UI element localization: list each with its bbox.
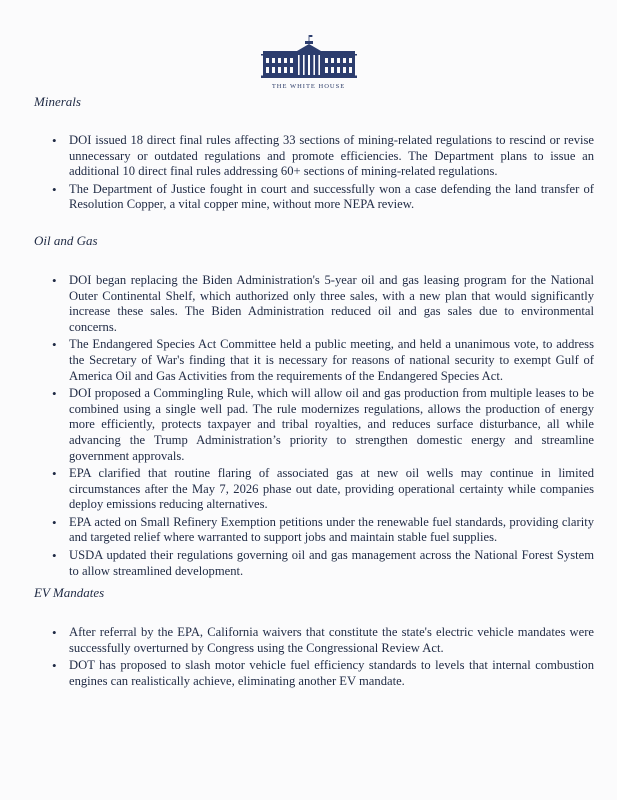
section-heading-ev-mandates: EV Mandates [34,585,105,601]
list-item: • EPA clarified that routine flaring of associated gas at new oil wells may continue in limited circumstances after the May 7, 2026 phase out date, providing operational certainty while companies deploy emissions reducing alternatives. [34,466,594,513]
logo-wordmark: THE WHITE HOUSE [271,83,346,90]
bullet-list-oil-and-gas [34,273,594,579]
list-item: • DOI issued 18 direct final rules affecting 33 sections of mining-related regulations to rescind or revise unnecessary or outdated regulations and promote efficiencies. The Department plans to issue an additional 10 direct final rules addressing 60+ sections of mining-related regulations. [34,133,594,180]
bullet-list-ev-mandates [34,625,594,689]
document-body [34,94,594,692]
list-item: • DOI began replacing the Biden Administration's 5-year oil and gas leasing program for the National Outer Continental Shelf, which authorized only three sales, with a new plan that would significantly increase these sales. The Biden Administration reduced oil and gas sales due to environmental concerns. [34,273,594,335]
list-item: • After referral by the EPA, California waivers that constitute the state's electric vehicle mandates were successfully overturned by Congress using the Congressional Review Act. [34,625,594,656]
section-heading-minerals: Minerals [34,94,81,109]
section-heading-oil-and-gas: Oil and Gas [34,232,98,248]
list-item: • The Department of Justice fought in court and successfully won a case defending the land transfer of Resolution Copper, a vital copper mine, without more NEPA review. [34,182,594,213]
list-item: • The Endangered Species Act Committee held a public meeting, and held a unanimous vote, to address the Secretary of War's finding that it is necessary for reasons of national security to exempt Gulf of America Oil and Gas Activities from the requirements of the Endangered Species Act. [34,337,594,384]
white-house-building-icon [259,34,359,80]
bullet-list-minerals [34,133,594,213]
list-item: • DOT has proposed to slash motor vehicle fuel efficiency standards to levels that internal combustion engines can realistically achieve, eliminating another EV mandate. [34,658,594,689]
list-item: • USDA updated their regulations governing oil and gas management across the National Forest System to allow streamlined development. [34,548,594,579]
white-house-logo [0,34,617,90]
list-item: • DOI proposed a Commingling Rule, which will allow oil and gas production from multiple leases to be combined using a single well pad. The rule modernizes regulations, allows the production of energy more efficiently, protects taxpayer and tribal royalties, and reduces surface disturbance, all while advancing the Trump Administration’s priority to strengthen domestic energy and streamline government approvals. [34,386,594,464]
list-item: • EPA acted on Small Refinery Exemption petitions under the renewable fuel standards, providing clarity and targeted relief where warranted to support jobs and maintain stable fuel supplies. [34,515,594,546]
